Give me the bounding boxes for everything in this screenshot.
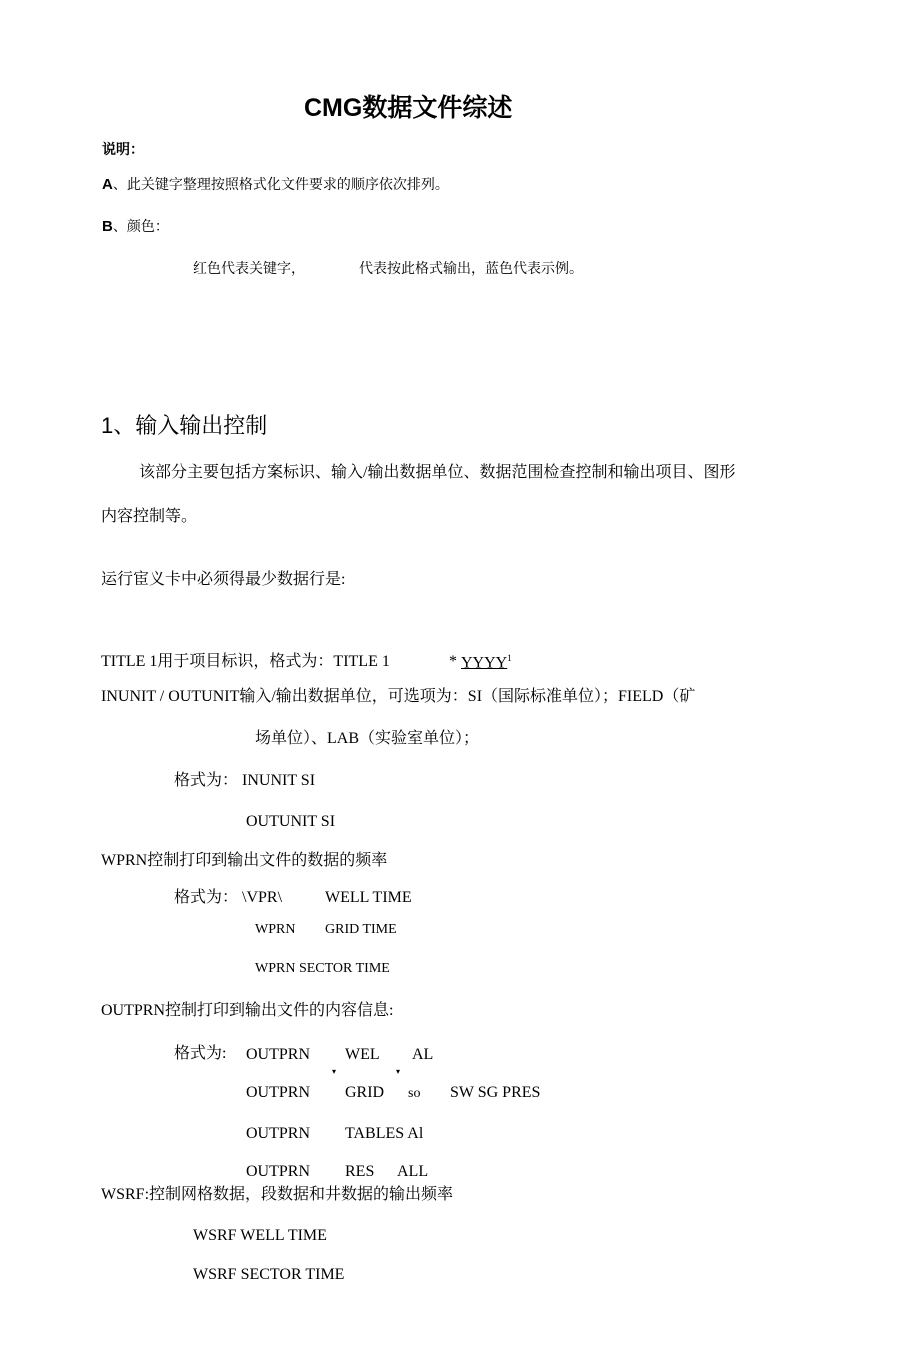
wsrf-description: WSRF:控制网格数据，段数据和井数据的输出频率: [101, 1186, 454, 1203]
title-yyyy: [461, 654, 512, 671]
notes-heading: 说明：: [102, 141, 144, 157]
wprn-well-time: WELL TIME: [325, 889, 412, 906]
min-rows-text: 运行宦义卡中必须得最少数据行是:: [101, 571, 346, 588]
note-b-marker: B: [102, 218, 113, 235]
tick-mark-icon: ▾: [396, 1067, 401, 1076]
outprn-row1-keyword: OUTPRN: [246, 1046, 311, 1063]
outprn-row2-value: GRID: [345, 1084, 385, 1101]
outprn-row4-keyword: OUTPRN: [246, 1163, 311, 1180]
title-yyyy-text: YYYY: [461, 654, 508, 672]
outunit-example: OUTUNIT SI: [246, 813, 336, 830]
wprn-format-label: 格式为：: [174, 889, 239, 906]
note-a: [102, 177, 449, 192]
inunit-format-label: 格式为：: [174, 772, 239, 789]
outprn-row1-option: AL: [412, 1046, 434, 1063]
wprn-row2-keyword: WPRN: [255, 922, 296, 937]
title-keyword-line: TITLE 1用于项目标识，格式为：TITLE 1: [101, 653, 390, 670]
outprn-row2-options: SW SG PRES: [450, 1084, 541, 1101]
note-b: [102, 219, 169, 234]
wsrf-row2: WSRF SECTOR TIME: [193, 1266, 345, 1283]
outprn-row2-keyword: OUTPRN: [246, 1084, 311, 1101]
outprn-description: OUTPRN控制打印到输出文件的内容信息:: [101, 1002, 394, 1019]
tick-mark-icon: ▾: [332, 1067, 337, 1076]
page-title: CMG数据文件综述: [304, 94, 513, 122]
wprn-row3: WPRN SECTOR TIME: [255, 961, 390, 976]
note-a-marker: A: [102, 176, 113, 193]
outprn-row4-option: ALL: [397, 1163, 429, 1180]
inunit-line-2: 场单位）、LAB（实验室单位）；: [255, 730, 480, 747]
outprn-row2-so: so: [408, 1086, 421, 1101]
wprn-row2-value: GRID TIME: [325, 922, 397, 937]
color-legend-part1: 红色代表关键字，: [193, 260, 305, 276]
outprn-format-label: 格式为:: [174, 1045, 227, 1062]
title-superscript: 1: [507, 653, 512, 663]
note-b-text: 、颜色：: [112, 218, 169, 234]
outprn-row4-value: RES: [345, 1163, 375, 1180]
wsrf-row1: WSRF WELL TIME: [193, 1227, 327, 1244]
outprn-row1-value: WEL: [345, 1046, 380, 1063]
color-legend-part2: 代表按此格式输出，蓝色代表示例。: [359, 260, 583, 276]
note-a-text: 、此关键字整理按照格式化文件要求的顺序依次排列。: [112, 176, 449, 192]
inunit-example: INUNIT SI: [242, 772, 316, 789]
intro-line-1: 该部分主要包括方案标识、输入/输出数据单位、数据范围检查控制和输出项目、图形: [139, 464, 736, 481]
inunit-line-1: INUNIT / OUTUNIT输入/输出数据单位，可选项为：SI（国际标准单位）；FIELD（矿: [101, 688, 696, 705]
wprn-description: WPRN控制打印到输出文件的数据的频率: [101, 852, 388, 869]
wprn-vpr: \VPR\: [242, 889, 283, 906]
outprn-row3-value: TABLES Al: [345, 1125, 424, 1142]
title-star: *: [449, 653, 457, 670]
outprn-row3-keyword: OUTPRN: [246, 1125, 311, 1142]
section-heading: 1、输入输出控制: [101, 413, 268, 438]
intro-line-2: 内容控制等。: [101, 508, 198, 525]
